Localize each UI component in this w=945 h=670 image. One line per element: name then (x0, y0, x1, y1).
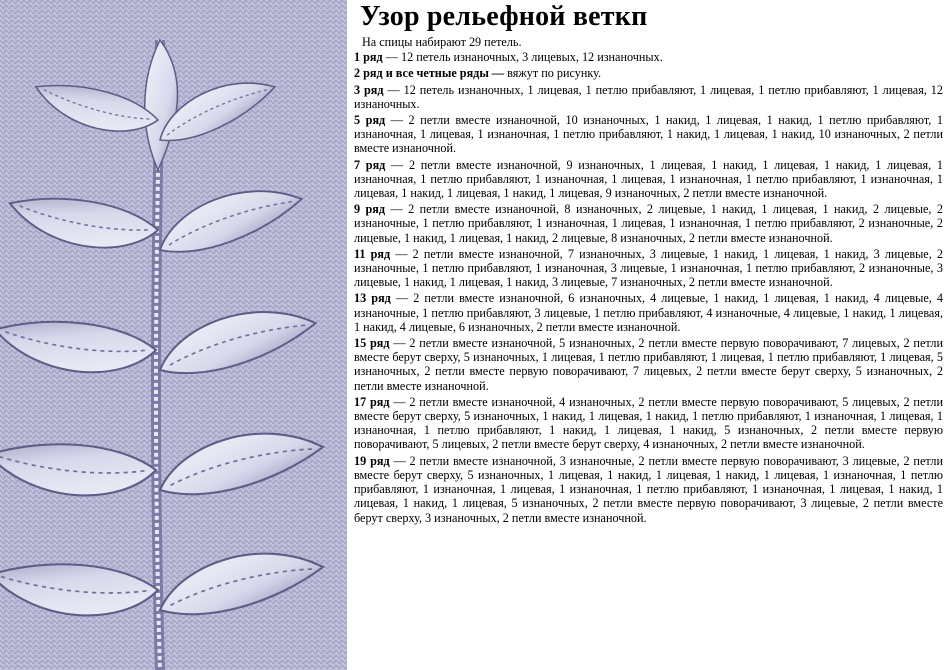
row-instruction (354, 50, 943, 64)
row-text: — 2 петли вместе изнаночной, 8 изнаночных, 2 лицевые, 1 накид, 1 лицевая, 1 накид, 2 лицевые, 2 изнаночные, 1 петлю прибавляют, 1 изнаночная, 1 лицевая, 1 изнаночная, 1 петлю прибавляют, 2 изнаночные, 2 лицевые, 1 накид, 1 лицевая, 1 накид, 2 лицевые, 8 изнаночных, 2 петли вместе изнаночной. (354, 202, 943, 245)
row-text: — 2 петли вместе изнаночной, 7 изнаночных, 3 лицевые, 1 накид, 1 лицевая, 1 накид, 3 лицевые, 2 изнаночные, 1 петлю прибавляют, 1 изнаночная, 3 лицевые, 1 изнаночная, 1 петлю прибавляют, 2 изнаночные, 3 лицевые, 1 накид, 1 лицевая, 1 накид, 3 лицевые, 7 изнаночных, 2 петли вместе изнаночной. (354, 246, 943, 290)
row-label: 11 ряд (354, 246, 391, 261)
row-instruction (354, 202, 943, 245)
row-instruction (354, 66, 943, 80)
row-instruction (354, 83, 943, 111)
row-label: 19 ряд (354, 453, 390, 468)
page-title: Узор рельефной веткп (360, 1, 648, 32)
row-instruction (354, 158, 943, 201)
row-text: — 12 петель изнаночных, 3 лицевых, 12 изнаночных. (382, 50, 663, 65)
row-instruction (354, 336, 943, 393)
row-label: 2 ряд и все четные ряды — (354, 66, 505, 81)
row-text: — 2 петли вместе изнаночной, 4 изнаночных, 2 петли вместе первую поворачивают, 5 лицевых, 2 петли вместе берут сверху, 5 изнаночных, 1 накид, 1 лицевая, 1 накид, 1 петлю прибавляют, 1 изнаночная, 1 лицевая, 1 изнаночная, 1 петлю прибавляют, 1 накид, 1 лицевая, 1 накид, 5 изнаночных, 2 петли вместе первую поворачивают, 5 лицевых, 2 петли вместе берут сверху, 4 изнаночных, 2 петли вместе изнаночной. (354, 394, 943, 452)
row-instruction (354, 247, 943, 290)
row-label: 7 ряд (354, 157, 386, 172)
row-text: — 2 петли вместе изнаночной, 5 изнаночных, 2 петли вместе первую поворачивают, 7 лицевых, 2 петли вместе берут сверху, 5 изнаночных, 1 лицевая, 1 петлю прибавляют, 1 лицевая, 1 петлю прибавляют, 1 лицевая, 5 изнаночных, 2 петли вместе первую поворачивают, 7 лицевых, 2 петли вместе берут сверху, 5 изнаночных, 2 петли вместе изнаночной. (354, 336, 943, 393)
cast-on-note: На спицы набирают 29 петель. (362, 35, 522, 49)
row-instruction (354, 454, 943, 525)
row-label: 9 ряд (354, 202, 386, 217)
row-text: вяжут по рисунку. (504, 66, 602, 81)
row-text: — 2 петли вместе изнаночной, 10 изнаночных, 1 накид, 1 лицевая, 1 накид, 1 петлю прибавляют, 1 изнаночная, 1 лицевая, 1 изнаночная, 1 петлю прибавляют, 1 накид, 1 лицевая, 1 накид, 10 изнаночных, 2 петли вместе изнаночной. (354, 113, 943, 156)
row-label: 13 ряд (354, 291, 391, 306)
row-label: 1 ряд (354, 50, 383, 65)
row-text: — 2 петли вместе изнаночной, 6 изнаночных, 4 лицевые, 1 накид, 1 лицевая, 1 накид, 4 лицевые, 4 изнаночные, 1 петлю прибавляют, 3 лицевые, 1 петлю прибавляют, 4 изнаночные, 4 лицевые, 1 накид, 1 лицевая, 1 накид, 4 лицевые, 6 изнаночных, 2 петли вместе изнаночной. (354, 291, 943, 334)
knitted-leaf-branch-photo (0, 0, 347, 670)
row-instruction (354, 395, 943, 452)
row-label: 17 ряд (354, 394, 390, 409)
row-label: 3 ряд (354, 82, 384, 97)
row-instruction (354, 291, 943, 334)
row-text: — 2 петли вместе изнаночной, 3 изнаночные, 2 петли вместе первую поворачивают, 3 лицевые, 2 петли вместе берут сверху, 5 изнаночных, 1 лицевая, 1 накид, 1 лицевая, 1 накид, 1 лицевая, 1 изнаночная, 1 петлю прибавляют, 1 изнаночная, 1 лицевая, 1 изнаночная, 1 петлю прибавляют, 1 изнаночная, 1 лицевая, 1 накид, 1 лицевая, 1 накид, 1 лицевая, 5 изнаночных, 2 петли вместе первую поворачивают, 3 лицевые, 2 петли вместе берут сверху, 3 изнаночных, 2 петли вместе изнаночной. (354, 453, 943, 525)
pattern-instructions (354, 0, 943, 670)
row-instruction (354, 113, 943, 156)
row-label: 15 ряд (354, 336, 390, 351)
row-text: — 12 петель изнаночных, 1 лицевая, 1 петлю прибавляют, 1 лицевая, 1 петлю прибавляют, 1 лицевая, 12 изнаночных. (354, 82, 943, 111)
row-text: — 2 петли вместе изнаночной, 9 изнаночных, 1 лицевая, 1 накид, 1 лицевая, 1 накид, 1 лицевая, 1 изнаночная, 1 петлю прибавляют, 1 изнаночная, 1 лицевая, 1 изнаночная, 1 петлю прибавляют, 1 изнаночная, 1 лицевая, 1 накид, 1 лицевая, 1 накид, 1 лицевая, 9 изнаночных, 2 петли вместе изнаночной. (354, 157, 943, 201)
row-label: 5 ряд (354, 113, 386, 128)
